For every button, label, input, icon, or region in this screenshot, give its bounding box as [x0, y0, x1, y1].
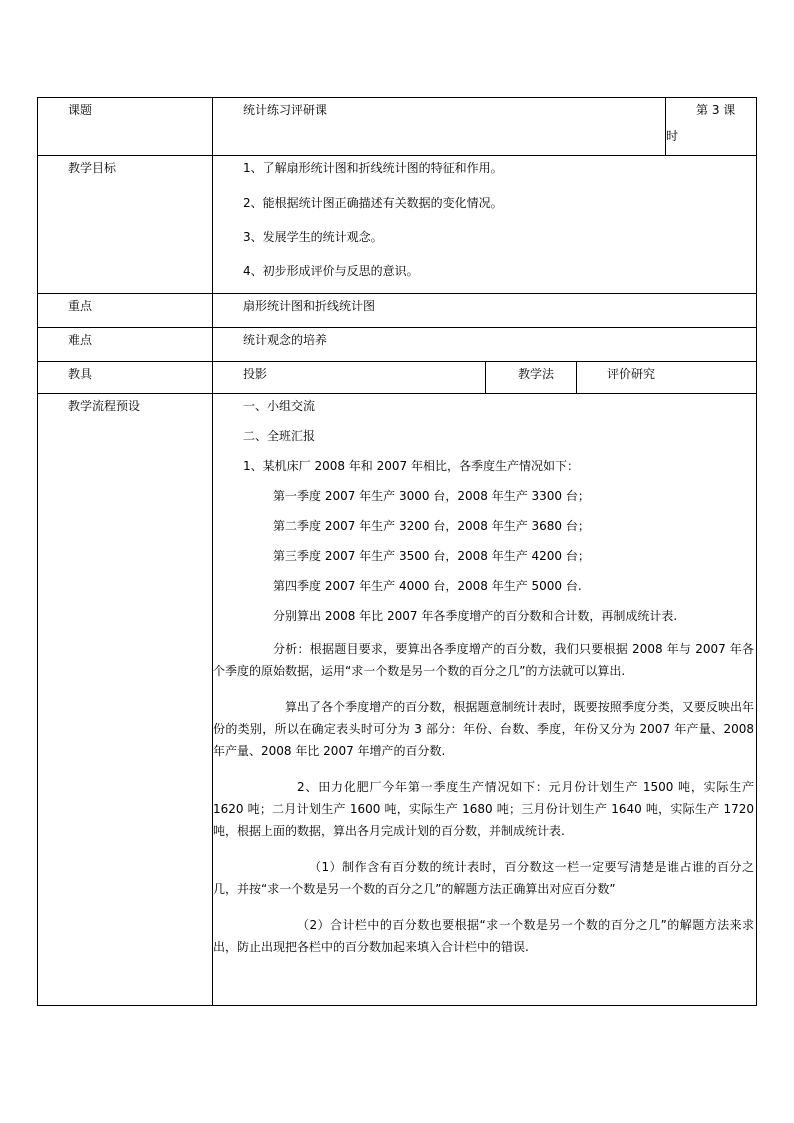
lesson-plan-table	[37, 97, 757, 1006]
question1-task: 分别算出 2008 年比 2007 年各季度增产的百分数和合计数，再制成统计表.	[273, 609, 678, 623]
question1-line: 第一季度 2007 年生产 3000 台，2008 年生产 3300 台；	[273, 489, 590, 503]
question1-intro: 1、某机床厂 2008 年和 2007 年相比，各季度生产情况如下：	[243, 459, 579, 473]
goal-item: 4、初步形成评价与反思的意识。	[243, 264, 419, 278]
topic-label: 课题	[38, 98, 213, 156]
goals-cell	[213, 156, 757, 294]
goals-row	[38, 156, 757, 294]
lesson-plan-document	[37, 97, 756, 1006]
question2-paragraph: 2、田力化肥厂今年第一季度生产情况如下：元月份计划生产 1500 吨，实际生产 1620 吨；二月计划生产 1600 吨，实际生产 1680 吨；三月份计划生产 1640 吨，实际生产 1720 吨，根据上面的数据，算出各月完成计划的百分数，并制成统计表.	[213, 780, 755, 838]
goal-item: 2、能根据统计图正确描述有关数据的变化情况。	[243, 196, 503, 210]
period-cell	[666, 98, 757, 156]
process-row	[38, 394, 757, 1006]
note-paragraph-2: （2）合计栏中的百分数也要根据“求一个数是另一个数的百分之几”的解题方法来求出，防止出现把各栏中的百分数加起来填入合计栏中的错误.	[213, 918, 755, 954]
process-label: 教学流程预设	[38, 394, 213, 1006]
key-row	[38, 294, 757, 328]
period-line2: 时	[666, 129, 679, 143]
question1-line: 第四季度 2007 年生产 4000 台，2008 年生产 5000 台.	[273, 579, 582, 593]
tools-cell	[213, 362, 486, 394]
difficulty-value: 统计观念的培养	[243, 333, 328, 347]
tools-row	[38, 362, 757, 394]
analysis-paragraph-1: 分析：根据题目要求，要算出各季度增产的百分数，我们只要根据 2008 年与 2007 年各个季度的原始数据，运用“求一个数是另一个数的百分之几”的方法就可以算出.	[213, 642, 755, 678]
topic-value: 统计练习评研课	[243, 103, 328, 117]
goal-item: 3、发展学生的统计观念。	[243, 230, 383, 244]
period-line1: 第 3 课	[696, 103, 736, 117]
question1-line: 第三季度 2007 年生产 3500 台，2008 年生产 4200 台；	[273, 549, 590, 563]
difficulty-label: 难点	[38, 328, 213, 362]
analysis-paragraph-2: 算出了各个季度增产的百分数，根据题意制统计表时，既要按照季度分类，又要反映出年份的类别，所以在确定表头时可分为 3 部分：年份、台数、季度，年份又分为 2007 年产量、2008 年产量、2008 年比 2007 年增产的百分数.	[213, 700, 755, 758]
process-step1: 一、小组交流	[243, 399, 316, 413]
goal-item: 1、了解扇形统计图和折线统计图的特征和作用。	[243, 161, 503, 175]
tools-label: 教具	[38, 362, 213, 394]
goals-label: 教学目标	[38, 156, 213, 294]
question1-line: 第二季度 2007 年生产 3200 台，2008 年生产 3680 台；	[273, 519, 590, 533]
method-label-cell	[486, 362, 577, 394]
topic-row	[38, 98, 757, 156]
tools-value: 投影	[243, 367, 268, 381]
method-label: 教学法	[518, 367, 555, 381]
difficulty-cell	[213, 328, 757, 362]
process-cell	[213, 394, 757, 1006]
key-cell	[213, 294, 757, 328]
method-value-cell	[577, 362, 757, 394]
note-paragraph-1: （1）制作含有百分数的统计表时，百分数这一栏一定要写清楚是谁占谁的百分之几，并按“求一个数是另一个数的百分之几”的解题方法正确算出对应百分数”	[213, 860, 755, 896]
method-value: 评价研究	[607, 367, 656, 381]
topic-value-cell	[213, 98, 666, 156]
difficulty-row	[38, 328, 757, 362]
process-step2: 二、全班汇报	[243, 429, 316, 443]
key-label: 重点	[38, 294, 213, 328]
key-value: 扇形统计图和折线统计图	[243, 299, 376, 313]
